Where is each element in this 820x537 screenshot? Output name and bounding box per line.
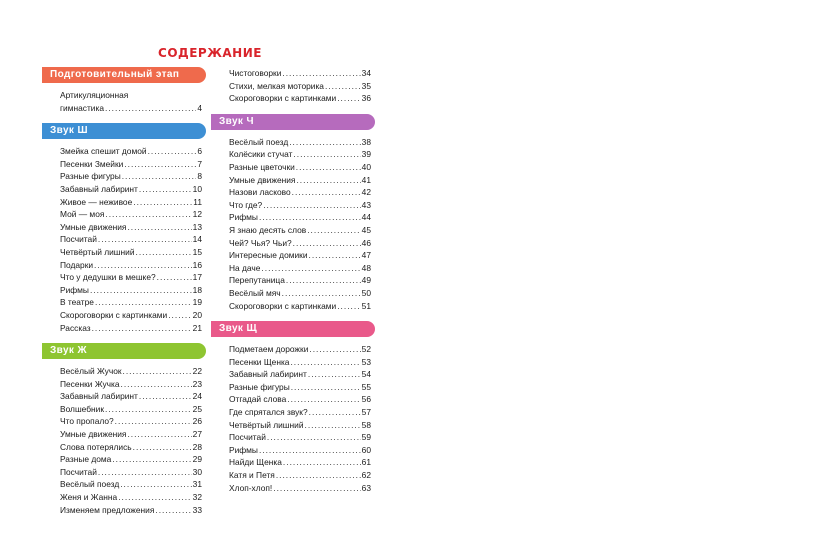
toc-leader-dots [307, 224, 360, 237]
toc-entry-page: 48 [361, 262, 371, 273]
toc-leader-dots [115, 415, 192, 428]
toc-entry [60, 322, 202, 335]
toc-entry-title: Весёлый поезд [60, 479, 120, 490]
toc-entry-title: Назови ласково [229, 187, 291, 198]
toc-entry-title: Хлоп-хлоп! [229, 482, 273, 493]
toc-entry-page: 36 [361, 93, 371, 104]
toc-entry-title: Скороговорки с картинками [229, 93, 337, 104]
toc-entry-page: 56 [361, 394, 371, 405]
toc-entry-page: 54 [361, 369, 371, 380]
toc-entry-title: В театре [60, 297, 94, 308]
section-header-sh: Звук Ш [42, 123, 206, 139]
toc-entry [229, 469, 371, 482]
toc-entry-page: 28 [192, 441, 202, 452]
toc-entry-title: Посчитай [60, 466, 97, 477]
toc-leader-dots [292, 186, 361, 199]
section-header-stage: Подготовительный этап [42, 67, 206, 83]
toc-entry-page: 60 [361, 444, 371, 455]
toc-leader-dots [127, 221, 191, 234]
toc-entry [229, 482, 371, 495]
toc-leader-dots [157, 271, 192, 284]
toc-entry [60, 478, 202, 491]
toc-entry [60, 246, 202, 259]
toc-leader-dots [133, 441, 192, 454]
toc-entry-page: 6 [197, 146, 202, 157]
toc-entry [229, 406, 371, 419]
toc-leader-dots [273, 482, 360, 495]
toc-leader-dots [287, 393, 360, 406]
section-ch-entries [211, 136, 375, 312]
toc-entry-page: 55 [361, 381, 371, 392]
toc-leader-dots [259, 444, 361, 457]
toc-entry-page: 33 [192, 504, 202, 515]
section-header-zh: Звук Ж [42, 343, 206, 359]
toc-entry-title: Посчитай [229, 432, 266, 443]
toc-entry [229, 174, 371, 187]
toc-entry [60, 259, 202, 272]
toc-leader-dots [105, 208, 191, 221]
toc-entry [229, 249, 371, 262]
toc-entry-page: 43 [361, 199, 371, 210]
toc-entry [229, 381, 371, 394]
toc-leader-dots [98, 466, 192, 479]
toc-entry [60, 491, 202, 504]
toc-entry [229, 343, 371, 356]
toc-entry [229, 211, 371, 224]
toc-leader-dots [261, 262, 360, 275]
toc-entry [60, 415, 202, 428]
toc-entry-title: Рифмы [60, 284, 89, 295]
toc-entry-page: 7 [197, 158, 202, 169]
toc-leader-dots [325, 80, 361, 93]
toc-entry-title: Весёлый Жучок [60, 366, 122, 377]
toc-leader-dots [136, 246, 192, 259]
toc-entry-title: Что где? [229, 199, 263, 210]
toc-entry [60, 466, 202, 479]
toc-leader-dots [289, 136, 360, 149]
toc-entry-page: 35 [361, 80, 371, 91]
toc-entry-title: Забавный лабиринт [60, 391, 138, 402]
toc-entry-title: Рифмы [229, 212, 258, 223]
toc-entry-page: 53 [361, 356, 371, 367]
toc-entry [229, 356, 371, 369]
section-sh-entries [42, 145, 206, 334]
toc-entry [60, 378, 202, 391]
page-title: СОДЕРЖАНИЕ [158, 46, 262, 60]
toc-entry [229, 444, 371, 457]
toc-entry [60, 158, 202, 171]
toc-entry-title: Колёсики стучат [229, 149, 293, 160]
toc-entry [60, 183, 202, 196]
toc-entry-page: 59 [361, 432, 371, 443]
toc-leader-dots [133, 196, 192, 209]
toc-leader-dots [296, 174, 360, 187]
toc-leader-dots [118, 491, 191, 504]
toc-entry-title: Слова потерялись [60, 441, 132, 452]
toc-leader-dots [293, 237, 361, 250]
toc-leader-dots [282, 287, 361, 300]
toc-entry-page: 23 [192, 378, 202, 389]
toc-entry-page: 30 [192, 466, 202, 477]
toc-entry-title: Разные цветочки [229, 161, 295, 172]
toc-entry-page: 16 [192, 259, 202, 270]
toc-entry-page: 63 [361, 482, 371, 493]
toc-entry-title: Четвёртый лишний [60, 246, 135, 257]
toc-entry-title: Что пропало? [60, 416, 114, 427]
toc-entry [229, 67, 371, 80]
toc-entry [60, 403, 202, 416]
toc-entry [229, 368, 371, 381]
toc-entry-page: 44 [361, 212, 371, 223]
toc-entry-title: Скороговорки с картинками [60, 309, 168, 320]
toc-entry-title: Песенки Змейки [60, 158, 124, 169]
toc-entry-page: 29 [192, 454, 202, 465]
toc-entry-page: 11 [193, 196, 202, 207]
toc-leader-dots [291, 381, 361, 394]
toc-entry-title: Рифмы [229, 444, 258, 455]
toc-entry-page: 46 [361, 237, 371, 248]
toc-leader-dots [283, 456, 361, 469]
toc-entry-page: 8 [197, 171, 202, 182]
toc-leader-dots [127, 428, 191, 441]
toc-entry-page: 4 [197, 102, 202, 113]
toc-leader-dots [290, 356, 360, 369]
toc-entry-title: Разные фигуры [60, 171, 121, 182]
toc-entry-page: 34 [361, 68, 371, 78]
toc-leader-dots [308, 368, 361, 381]
toc-leader-dots [139, 390, 192, 403]
toc-entry [60, 504, 202, 517]
toc-entry-title: Змейка спешит домой [60, 146, 147, 157]
toc-leader-dots [98, 233, 192, 246]
toc-entry-title: Разные фигуры [229, 381, 290, 392]
section-shch-entries [211, 343, 375, 494]
toc-entry-title: Изменяем предложения [60, 504, 155, 515]
toc-entry-title: Весёлый поезд [229, 136, 289, 147]
toc-entry [229, 92, 371, 105]
toc-leader-dots [296, 161, 361, 174]
toc-entry [229, 186, 371, 199]
toc-entry-title: Стихи, мелкая моторика [229, 80, 324, 91]
toc-entry-page: 20 [192, 309, 202, 320]
toc-leader-dots [305, 419, 361, 432]
toc-entry-page: 39 [361, 149, 371, 160]
toc-leader-dots [267, 431, 361, 444]
toc-entry-title: Чей? Чья? Чьи? [229, 237, 292, 248]
toc-leader-dots [112, 453, 191, 466]
toc-entry [229, 287, 371, 300]
toc-entry [229, 224, 371, 237]
toc-leader-dots [90, 284, 192, 297]
toc-leader-dots [309, 343, 360, 356]
toc-leader-dots [105, 403, 192, 416]
toc-entry [229, 237, 371, 250]
toc-entry-title: Песенки Жучка [60, 378, 120, 389]
section-stage-entries [42, 89, 206, 114]
toc-entry-page: 31 [192, 479, 202, 490]
toc-entry [60, 453, 202, 466]
toc-entry-title: Разные дома [60, 454, 112, 465]
toc-entry-title: Чистоговорки [229, 68, 282, 78]
toc-entry-title: Я знаю десять слов [229, 224, 307, 235]
toc-leader-dots [148, 145, 197, 158]
toc-entry [60, 271, 202, 284]
toc-entry-title: Четвёртый лишний [229, 419, 304, 430]
toc-entry-title: Где спрятался звук? [229, 407, 308, 418]
toc-entry-page: 14 [192, 234, 202, 245]
toc-entry-title: Подметаем дорожки [229, 344, 309, 355]
toc-leader-dots [168, 309, 191, 322]
toc-entry [229, 393, 371, 406]
toc-entry-page: 21 [192, 322, 202, 333]
toc-entry-page: 15 [192, 246, 202, 257]
toc-entry [60, 196, 202, 209]
toc-entry [60, 145, 202, 158]
toc-entry [60, 284, 202, 297]
toc-entry-page: 32 [192, 492, 202, 503]
toc-entry-title: Подарки [60, 259, 94, 270]
toc-column-right [211, 67, 375, 494]
toc-entry-page: 61 [361, 457, 371, 468]
toc-entry [229, 431, 371, 444]
toc-leader-dots [293, 148, 360, 161]
toc-entry-title: Песенки Щенка [229, 356, 290, 367]
toc-entry-title: Волшебник [60, 403, 104, 414]
toc-entry-title: Перепутаница [229, 275, 285, 286]
toc-entry-page: 38 [361, 136, 371, 147]
toc-entry [60, 365, 202, 378]
toc-entry-title: Найди Щенка [229, 457, 282, 468]
toc-entry-page: 47 [361, 250, 371, 261]
toc-entry [229, 262, 371, 275]
toc-leader-dots [105, 102, 196, 115]
toc-entry-title: Катя и Петя [229, 470, 275, 481]
toc-entry [60, 170, 202, 183]
toc-entry [229, 136, 371, 149]
toc-entry [60, 233, 202, 246]
toc-entry [60, 390, 202, 403]
toc-entry [229, 148, 371, 161]
toc-entry-title: Посчитай [60, 234, 97, 245]
toc-entry-page: 51 [361, 300, 371, 311]
toc-leader-dots [282, 67, 360, 80]
toc-entry [229, 161, 371, 174]
toc-entry-title: Рассказ [60, 322, 91, 333]
toc-entry-page: 19 [192, 297, 202, 308]
toc-entry-title: Отгадай слова [229, 394, 287, 405]
toc-leader-dots [92, 322, 192, 335]
toc-entry-page: 58 [361, 419, 371, 430]
toc-entry-page: 24 [192, 391, 202, 402]
toc-entry-title: Умные движения [60, 221, 127, 232]
toc-leader-dots [120, 478, 191, 491]
toc-entry-page: 42 [361, 187, 371, 198]
toc-entry [60, 102, 202, 115]
toc-leader-dots [122, 170, 197, 183]
toc-entry [60, 428, 202, 441]
toc-leader-dots [139, 183, 192, 196]
toc-leader-dots [259, 211, 361, 224]
toc-entry-title: Умные движения [229, 174, 296, 185]
toc-entry-title: Мой — моя [60, 209, 105, 220]
toc-entry-page: 25 [192, 403, 202, 414]
toc-entry [60, 208, 202, 221]
toc-entry-page: 49 [361, 275, 371, 286]
toc-entry-title: Живое — неживое [60, 196, 133, 207]
toc-entry-page: 40 [361, 161, 371, 172]
toc-entry [229, 80, 371, 93]
section-cont-entries [211, 67, 375, 105]
toc-leader-dots [263, 199, 360, 212]
toc-leader-dots [309, 249, 361, 262]
toc-entry-title: Интересные домики [229, 250, 308, 261]
toc-leader-dots [95, 296, 192, 309]
toc-entry [60, 441, 202, 454]
toc-entry [229, 456, 371, 469]
toc-leader-dots [94, 259, 192, 272]
toc-entry [229, 300, 371, 313]
toc-entry-title: На даче [229, 262, 261, 273]
toc-entry-page: 62 [361, 470, 371, 481]
toc-entry-page: 22 [192, 366, 202, 377]
toc-entry [60, 221, 202, 234]
toc-column-left [42, 67, 206, 516]
toc-leader-dots [276, 469, 361, 482]
toc-entry-title: Весёлый мяч [229, 287, 281, 298]
section-zh-entries [42, 365, 206, 516]
toc-entry [60, 309, 202, 322]
toc-leader-dots [123, 365, 192, 378]
toc-leader-dots [155, 504, 191, 517]
toc-entry-line: Артикуляционная [60, 90, 129, 100]
toc-entry-page: 45 [361, 224, 371, 235]
toc-leader-dots [309, 406, 361, 419]
toc-leader-dots [337, 92, 360, 105]
toc-entry-page: 13 [192, 221, 202, 232]
toc-entry-title: Скороговорки с картинками [229, 300, 337, 311]
toc-entry-page: 17 [192, 272, 202, 283]
toc-leader-dots [337, 300, 360, 313]
toc-entry [60, 296, 202, 309]
toc-leader-dots [121, 378, 192, 391]
toc-entry-page: 52 [361, 344, 371, 355]
section-header-ch: Звук Ч [211, 114, 375, 130]
toc-entry-title: Женя и Жанна [60, 492, 118, 503]
toc-entry-title: Забавный лабиринт [229, 369, 307, 380]
toc-entry-page: 26 [192, 416, 202, 427]
toc-entry-page: 27 [192, 429, 202, 440]
toc-leader-dots [286, 274, 361, 287]
toc-entry [229, 199, 371, 212]
section-header-shch: Звук Щ [211, 321, 375, 337]
toc-entry [229, 274, 371, 287]
toc-entry-page: 10 [192, 183, 202, 194]
toc-entry-page: 18 [192, 284, 202, 295]
toc-entry-page: 50 [361, 287, 371, 298]
toc-leader-dots [124, 158, 196, 171]
toc-entry-title: гимнастика [60, 102, 104, 113]
toc-entry-title: Забавный лабиринт [60, 183, 138, 194]
toc-entry-page: 12 [192, 209, 202, 220]
toc-entry [229, 419, 371, 432]
toc-entry-title: Что у дедушки в мешке? [60, 272, 156, 283]
toc-entry-page: 41 [361, 174, 371, 185]
toc-entry-page: 57 [361, 407, 371, 418]
toc-entry-title: Умные движения [60, 429, 127, 440]
